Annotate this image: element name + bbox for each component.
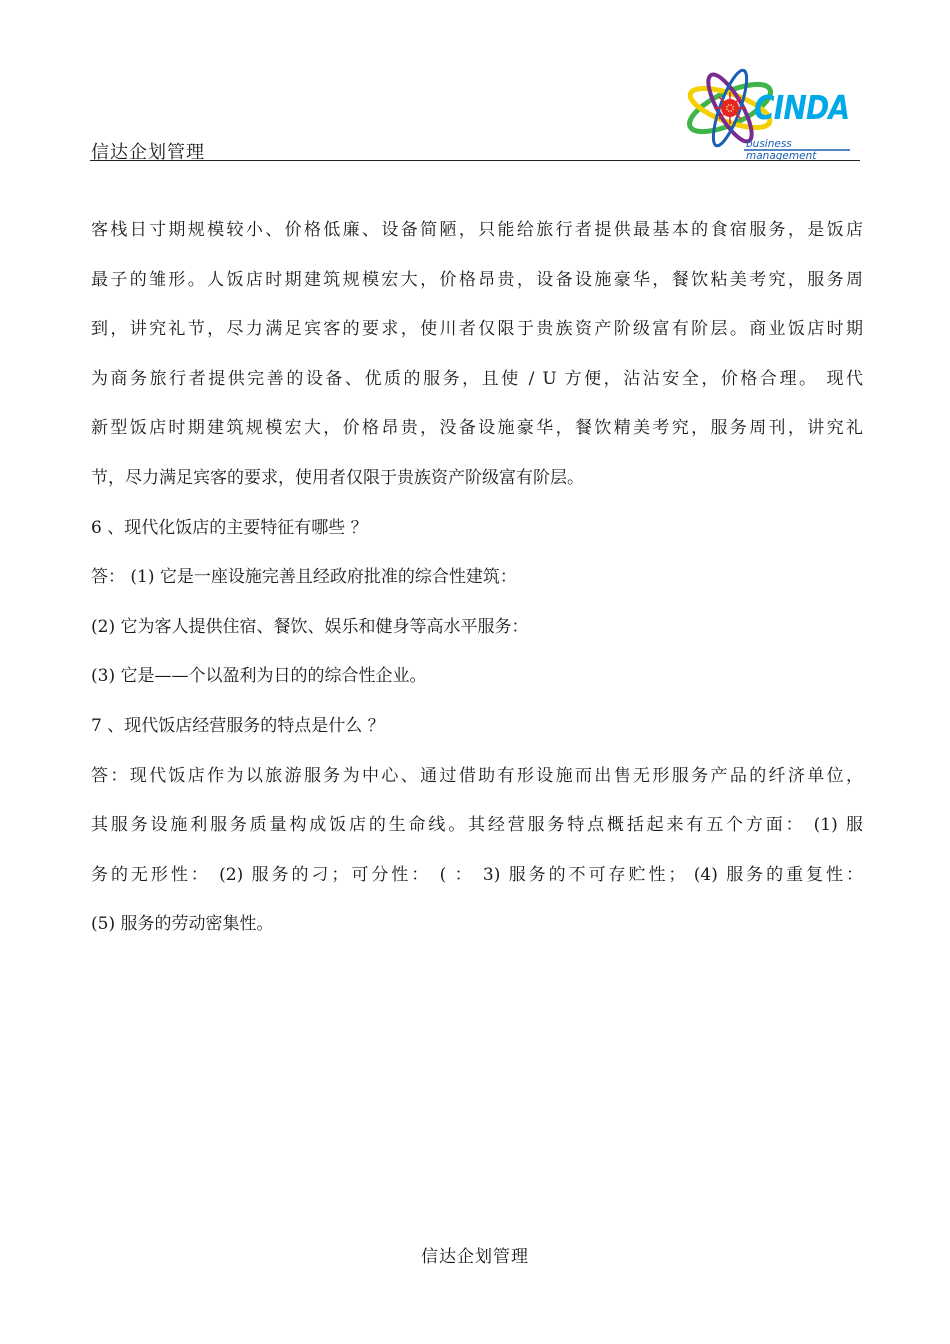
body-line: 客栈日寸期规模较小、价格低廉、设备简陋，只能给旅行者提供最基本的食宿服务，是饭店 — [91, 220, 863, 240]
answer-line: 务的无形性： (2) 服务的刁；可分性： ( ： 3) 服务的不可存贮性； (4) 服务的重复性： — [91, 864, 863, 885]
body-line: 新型饭店时期建筑规模宏大，价格昂贵，没备设施豪华，餐饮精美考究，服务周刊，讲究礼 — [91, 418, 863, 439]
document-body — [91, 214, 863, 958]
body-line: 为商务旅行者提供完善的设备、优质的服务，且使 / U 方便，沾沾安全，价格合理。 现代 — [91, 368, 863, 389]
answer-line: 答： (1) 它是一座设施完善且经政府批准的综合性建筑： — [91, 567, 517, 588]
answer-line: (2) 它为客人提供住宿、餐饮、娱乐和健身等高水平服务： — [91, 616, 529, 637]
cinda-logo — [682, 66, 852, 162]
page-footer: 信达企划管理 — [421, 1247, 529, 1267]
header-divider — [90, 160, 860, 161]
logo-tagline: business management — [746, 138, 817, 162]
answer-line: (5) 服务的劳动密集性。 — [91, 914, 274, 935]
logo-wordmark: CINDA — [754, 88, 850, 127]
header-title: 信达企划管理 — [91, 142, 205, 163]
body-line: 节，尽力满足宾客的要求，使用者仅限于贵族资产阶级富有阶层。 — [91, 467, 584, 488]
body-line: 最子的雏形。人饭店时期建筑规模宏大，价格昂贵，设备设施豪华，餐饮粘美考究，服务周 — [91, 269, 863, 290]
question-heading: 7 、现代饭店经营服务的特点是什么 ？ — [91, 715, 385, 736]
answer-line: 其服务设施利服务质量构成饭店的生命线。其经营服务特点概括起来有五个方面： (1) 服 — [91, 815, 863, 836]
question-heading: 6 、现代化饭店的主要特征有哪些 ？ — [91, 517, 368, 538]
body-line: 到，讲究礼节，尽力满足宾客的要求，使川者仅限于贵族资产阶级富有阶层。商业饭店时期 — [91, 319, 863, 340]
answer-line: (3) 它是——个以盈利为日的的综合性企业。 — [91, 666, 427, 687]
answer-line: 答：现代饭店作为以旅游服务为中心、通过借助有形设施而出售无形服务产品的纤济单位， — [91, 765, 863, 786]
